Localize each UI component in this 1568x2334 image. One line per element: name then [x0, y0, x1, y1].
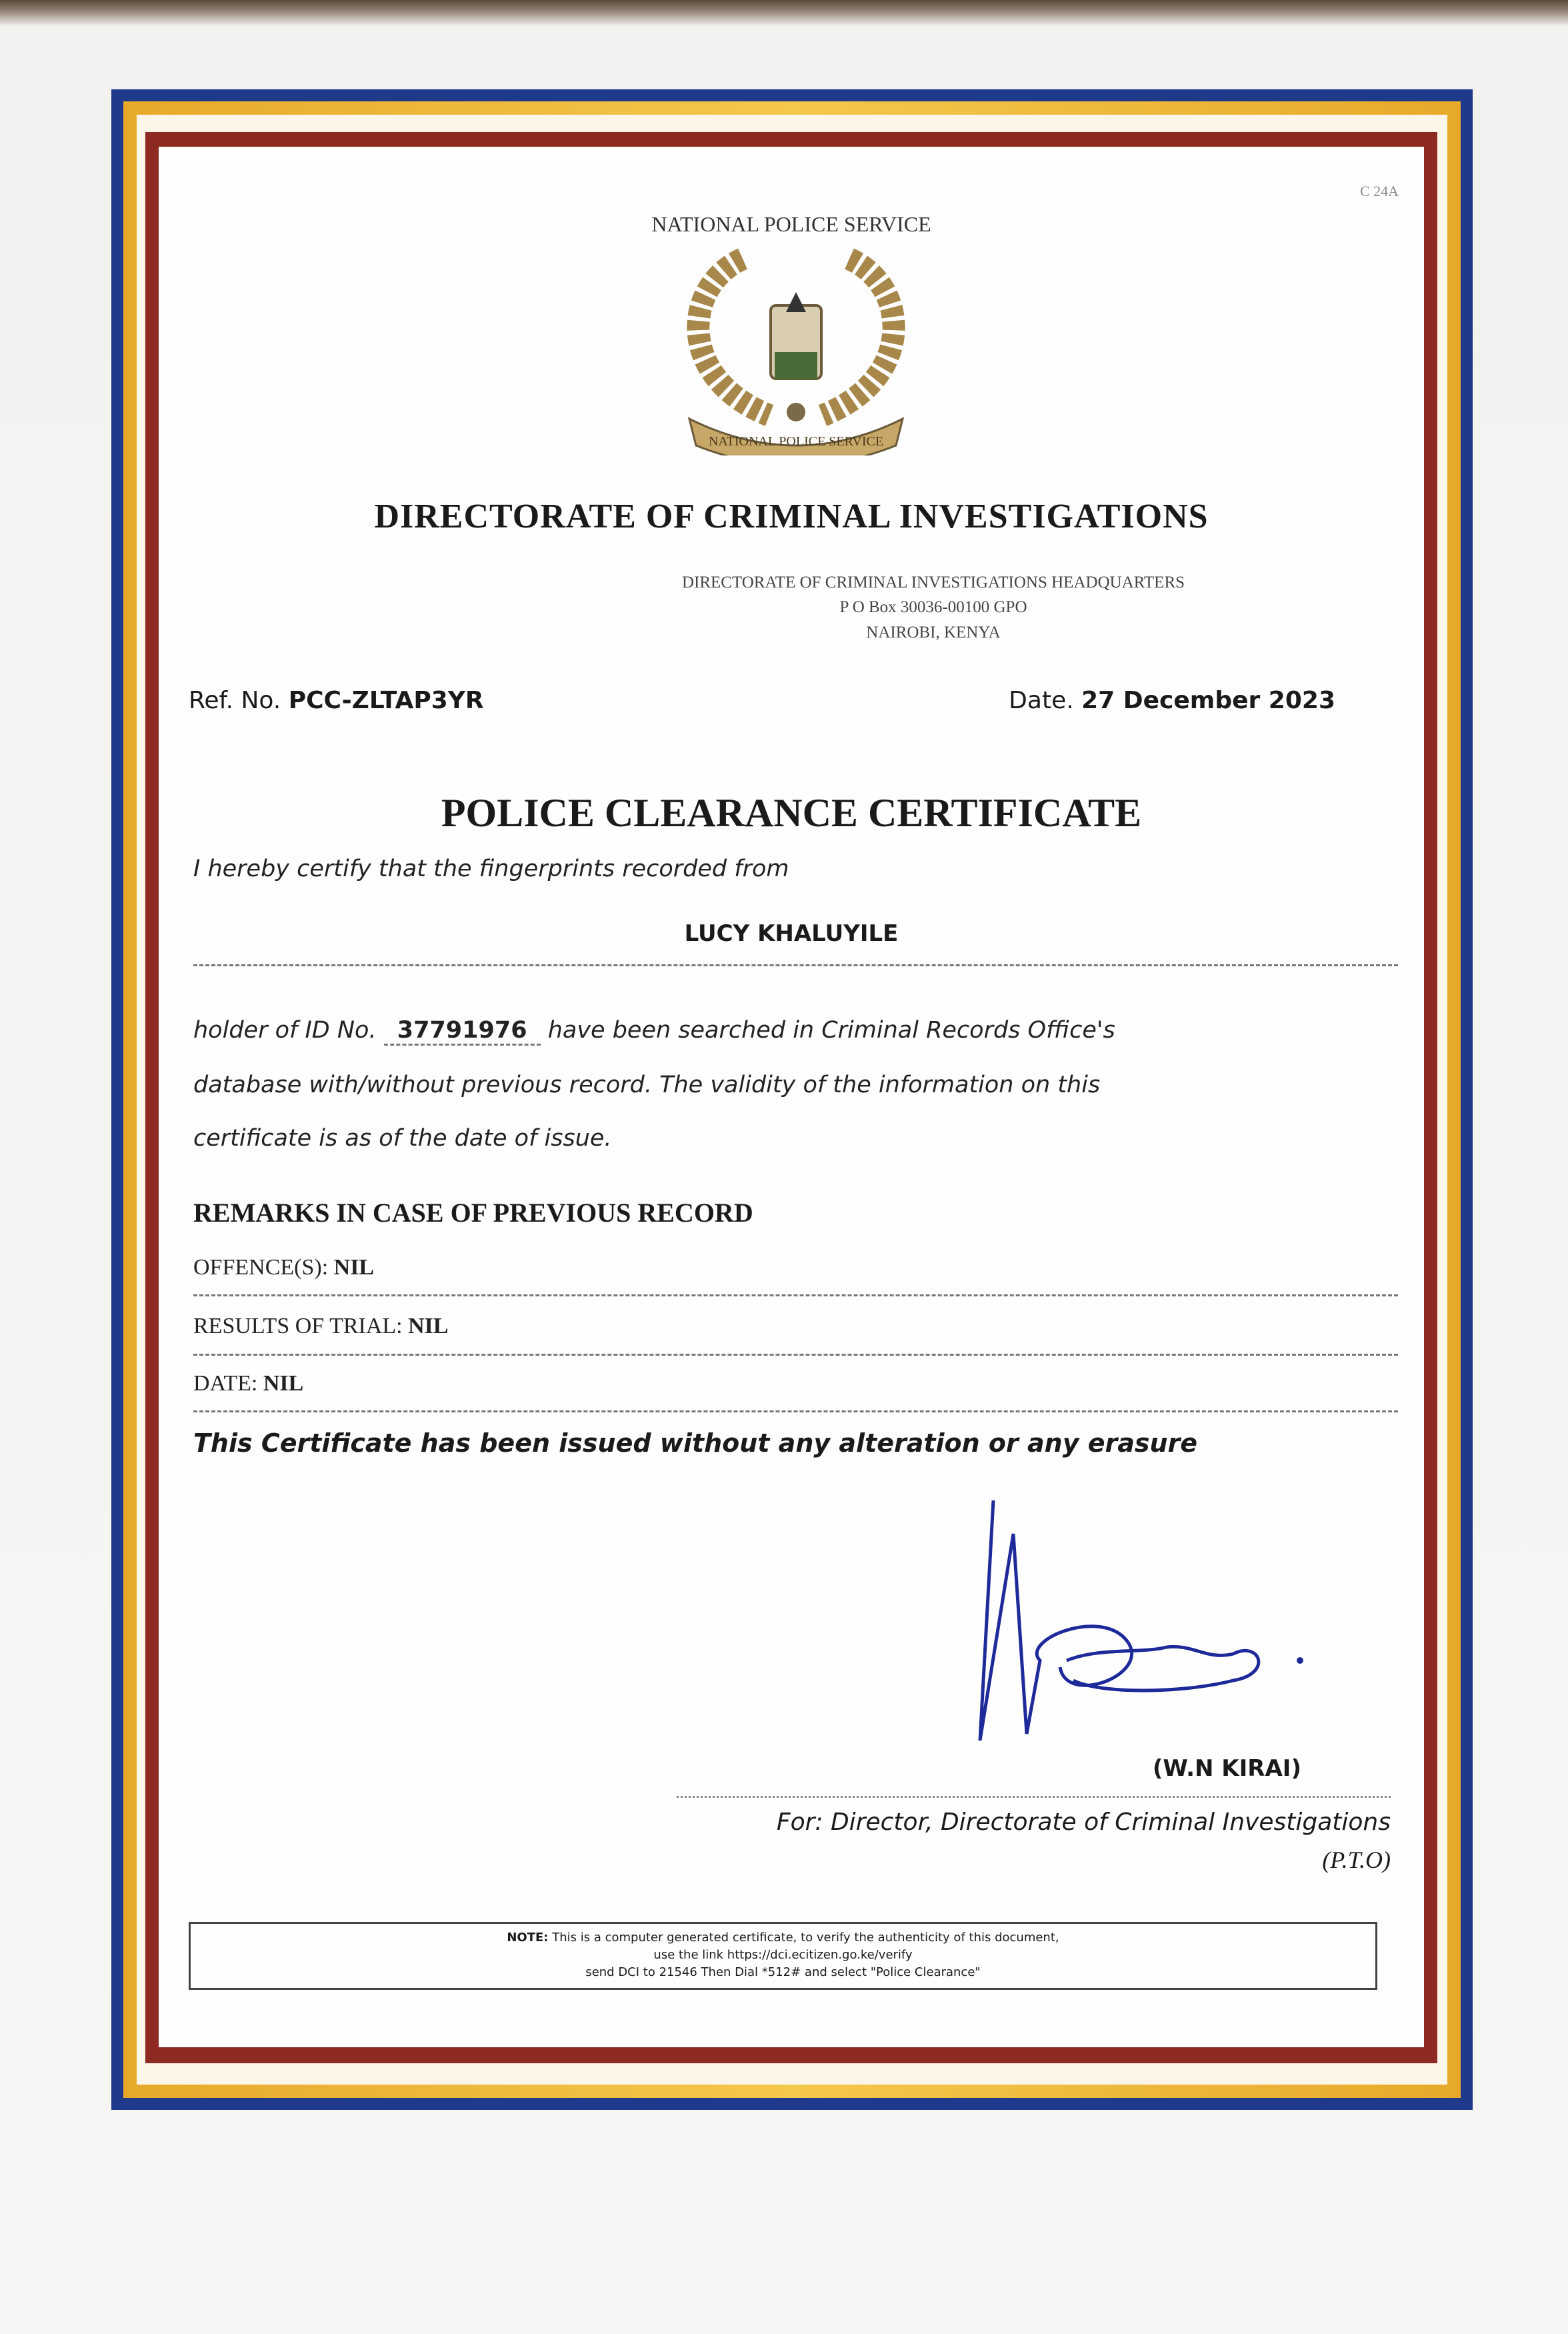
- offences-value: NIL: [333, 1255, 375, 1280]
- directorate-title: DIRECTORATE OF CRIMINAL INVESTIGATIONS: [374, 497, 1209, 535]
- signature-line: [677, 1796, 1391, 1798]
- note-link: use the link https://dci.ecitizen.go.ke/verify: [653, 1948, 913, 1962]
- reference-number: [189, 687, 484, 714]
- verification-note: [189, 1922, 1377, 1990]
- remarks-date-label: DATE:: [193, 1371, 258, 1396]
- divider: [193, 1294, 1398, 1296]
- signatory-name: (W.N KIRAI): [1152, 1755, 1301, 1782]
- pto-label: (P.T.O): [1322, 1847, 1391, 1873]
- issue-date: [1009, 687, 1335, 714]
- trial-label: RESULTS OF TRIAL:: [193, 1314, 403, 1338]
- id-number: 37791976: [384, 1017, 541, 1046]
- police-emblem-icon: [669, 245, 923, 455]
- trial-field: [193, 1314, 449, 1339]
- divider: [193, 1354, 1398, 1356]
- address-line-2: P O Box 30036-00100 GPO: [839, 598, 1027, 616]
- divider: [193, 1410, 1398, 1412]
- remarks-heading: REMARKS IN CASE OF PREVIOUS RECORD: [193, 1198, 753, 1228]
- issued-statement: This Certificate has been issued without any alteration or any erasure: [193, 1428, 1198, 1458]
- signature-icon: [967, 1494, 1313, 1747]
- address-line-1: DIRECTORATE OF CRIMINAL INVESTIGATIONS HEADQUARTERS: [681, 573, 1185, 592]
- note-line-1: This is a computer generated certificate, to verify the authenticity of this document,: [552, 1931, 1059, 1945]
- validity-line-1: database with/without previous record. The validity of the information on this: [193, 1072, 1101, 1098]
- address-line-3: NAIROBI, KENYA: [866, 624, 1001, 642]
- validity-line-2: certificate is as of the date of issue.: [193, 1125, 612, 1152]
- certificate-title: POLICE CLEARANCE CERTIFICATE: [441, 791, 1142, 835]
- remarks-date-value: NIL: [263, 1371, 304, 1396]
- intro-text: I hereby certify that the fingerprints recorded from: [193, 856, 789, 882]
- ref-value: PCC-ZLTAP3YR: [288, 687, 484, 714]
- note-label: NOTE:: [507, 1931, 549, 1945]
- holder-name: LUCY KHALUYILE: [684, 920, 899, 947]
- svg-text:NATIONAL POLICE SERVICE: NATIONAL POLICE SERVICE: [708, 434, 884, 449]
- ref-label: Ref. No.: [189, 687, 281, 714]
- holder-prefix: holder of ID No.: [193, 1017, 377, 1044]
- date-value: 27 December 2023: [1081, 687, 1335, 714]
- form-code: C 24A: [1360, 183, 1399, 199]
- name-underline: [193, 964, 1398, 966]
- holder-line: [193, 1017, 1115, 1046]
- date-label: Date.: [1009, 687, 1074, 714]
- note-line-3: send DCI to 21546 Then Dial *512# and select "Police Clearance": [585, 1965, 981, 1979]
- offences-label: OFFENCE(S):: [193, 1255, 329, 1280]
- holder-suffix: have been searched in Criminal Records Office's: [547, 1017, 1115, 1044]
- signatory-title: For: Director, Directorate of Criminal Investigations: [776, 1809, 1391, 1836]
- service-name: NATIONAL POLICE SERVICE: [651, 212, 931, 236]
- offences-field: [193, 1255, 374, 1280]
- date-field: [193, 1371, 303, 1396]
- trial-value: NIL: [408, 1314, 449, 1338]
